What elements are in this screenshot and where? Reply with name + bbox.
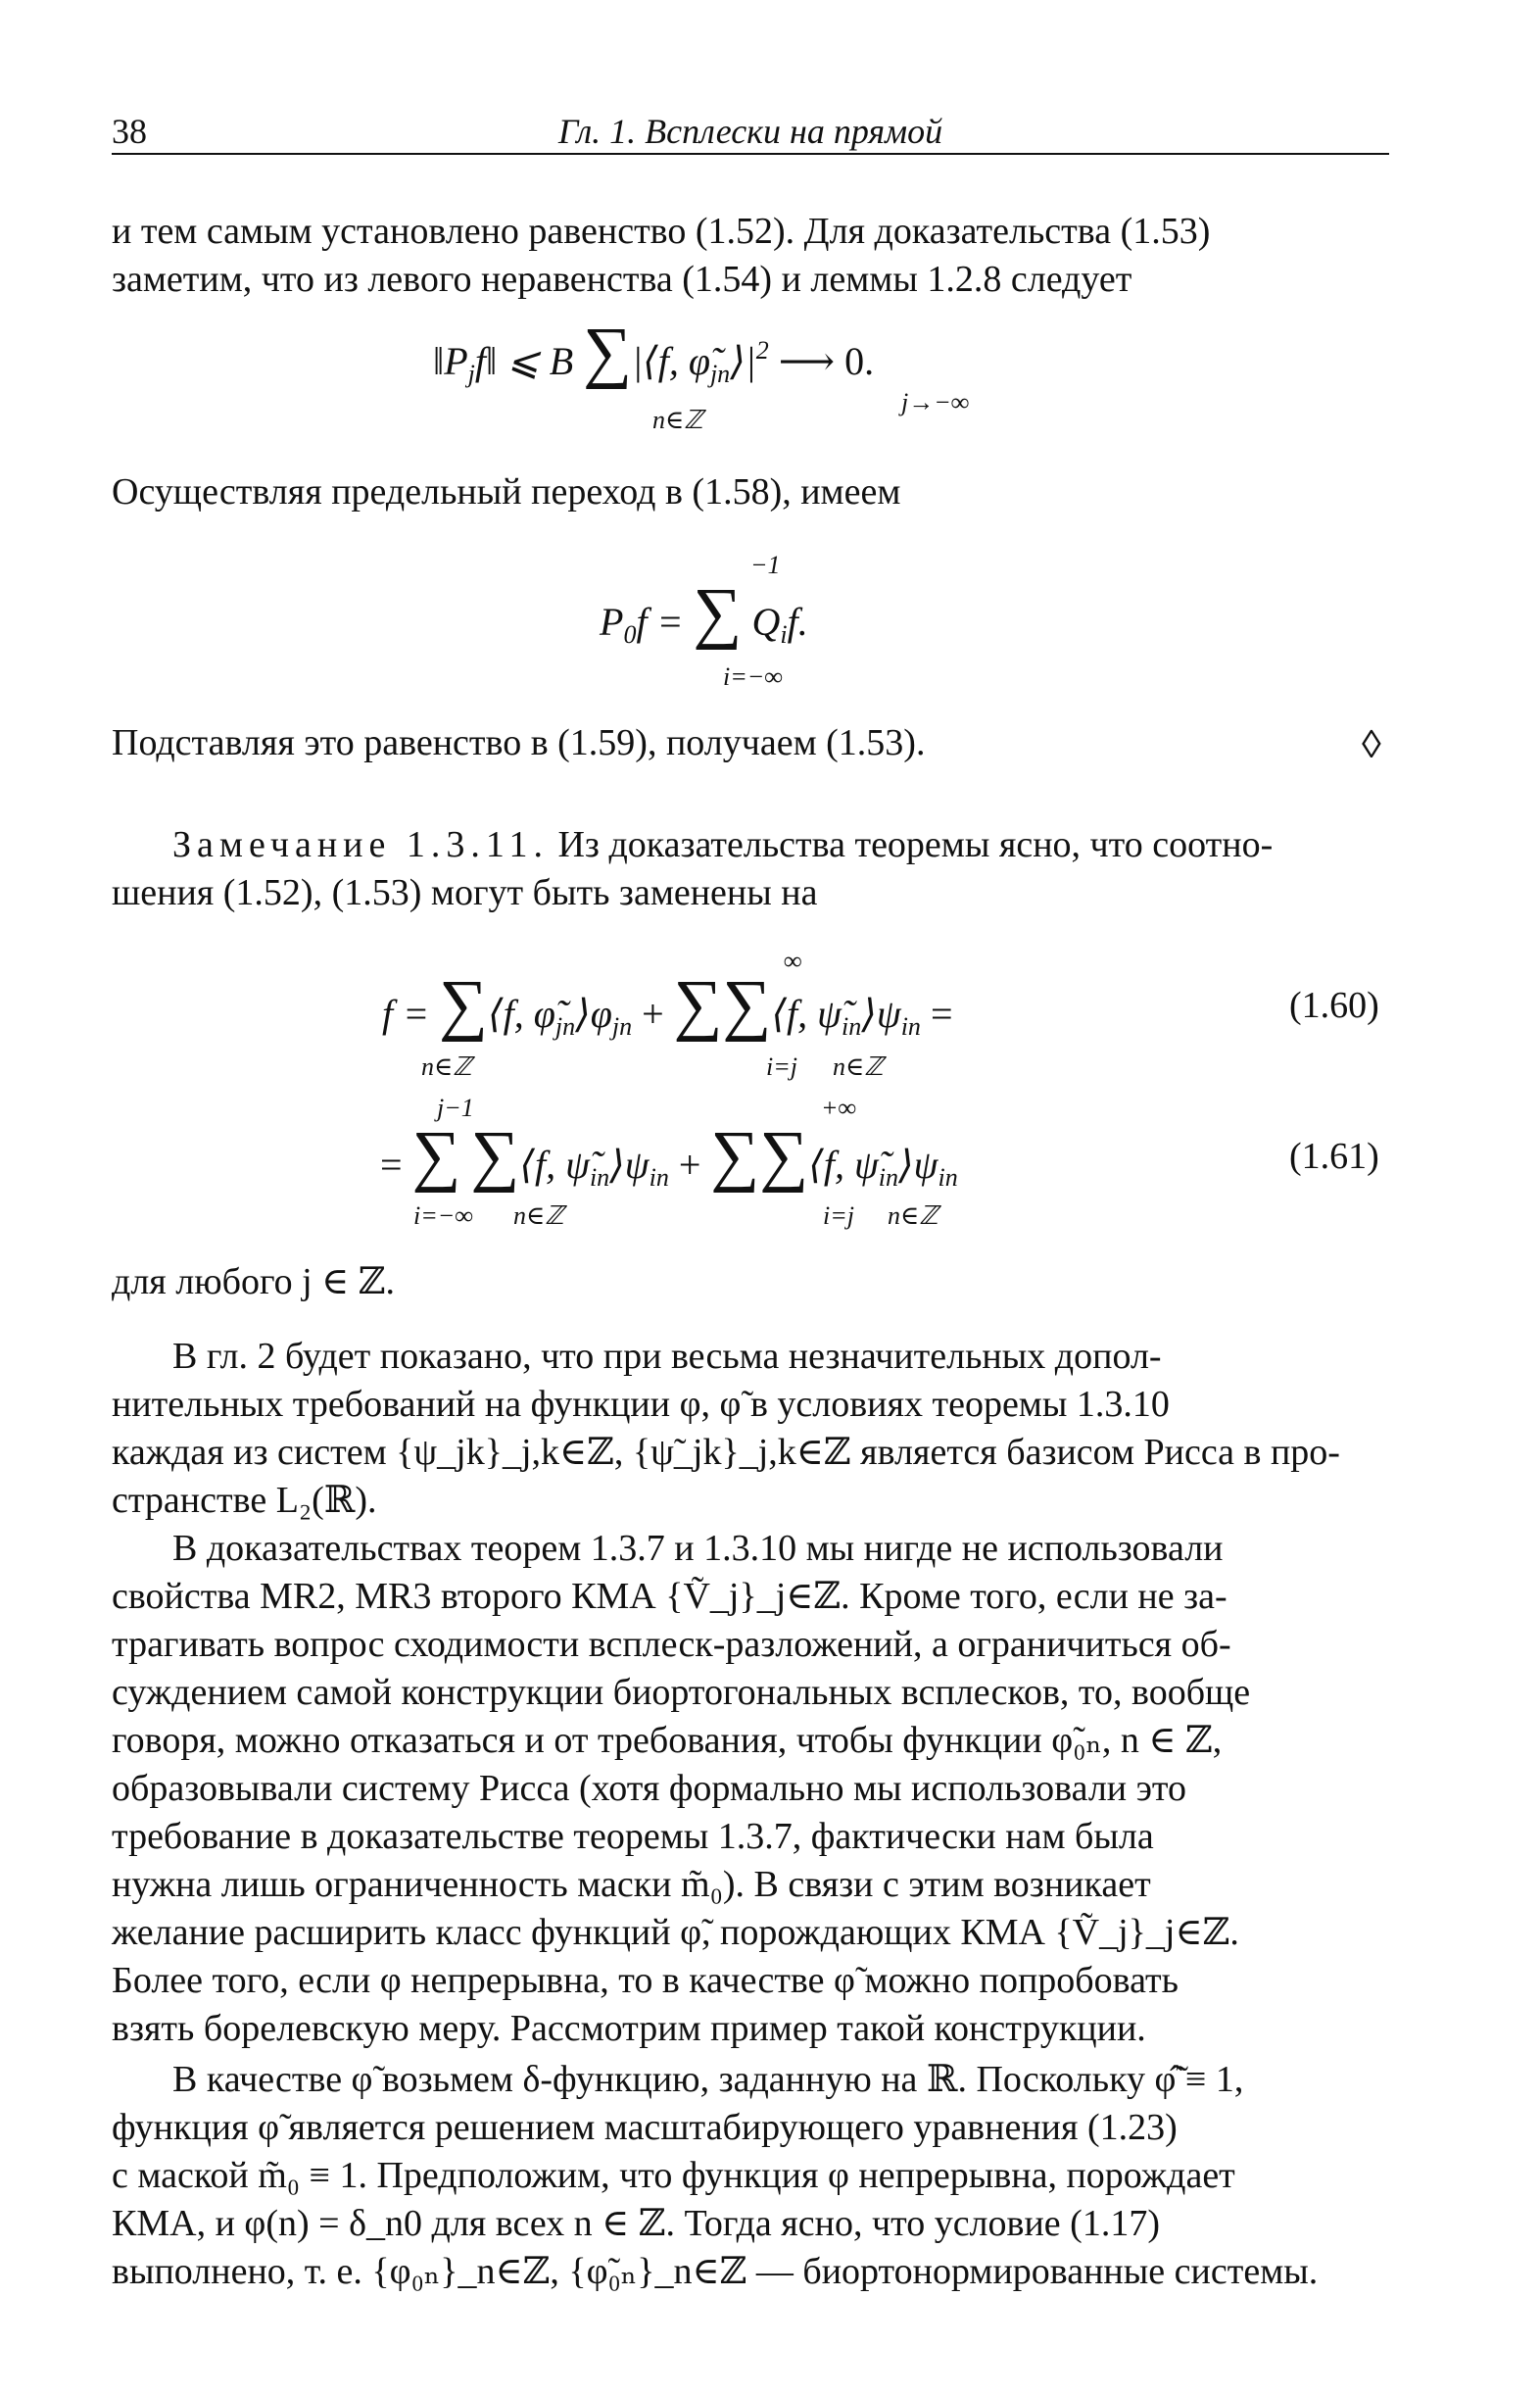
formula-part: |⟨f, φ̃	[632, 339, 710, 383]
subscript: in	[589, 1163, 610, 1192]
subscript: in	[938, 1163, 958, 1192]
subscript: in	[649, 1163, 669, 1192]
paragraph-3: Подставляя это равенство в (1.59), получаем (1.53).	[112, 722, 926, 763]
paragraph-1	[112, 208, 1389, 304]
equation-1-61	[380, 1118, 958, 1194]
sum-lower: i=j	[823, 1201, 854, 1230]
formula-part: f =	[636, 600, 684, 644]
text-line: заметим, что из левого неравенства (1.54) и леммы 1.2.8 следует	[112, 259, 1132, 300]
plus-sign: +	[678, 1143, 701, 1187]
formula-part: ⟩ψ	[861, 992, 901, 1036]
equation-number: (1.60)	[1289, 985, 1379, 1026]
text-line: говоря, можно отказаться и от требования, чтобы функции φ̃₀ₙ, n ∈ ℤ,	[112, 1720, 1223, 1761]
end-of-proof-icon: ◊	[1362, 722, 1381, 766]
remark	[112, 821, 1389, 917]
paragraph-6	[112, 1525, 1389, 2053]
limit-arrow: ⟶	[778, 339, 836, 383]
text-line: образовывали систему Рисса (хотя формально мы использовали это	[112, 1768, 1187, 1809]
sum-lower: n∈ℤ	[833, 1052, 884, 1081]
text-line: В гл. 2 будет показано, что при весьма незначительных допол-	[172, 1336, 1162, 1377]
subscript: i	[780, 620, 788, 649]
subscript: in	[900, 1012, 921, 1041]
text-line: функция φ̃ является решением масштабирующего уравнения (1.23)	[112, 2107, 1178, 2148]
subscript: jn	[611, 1012, 633, 1041]
text-line: Более того, если φ непрерывна, то в качестве φ̃ можно попробовать	[112, 1960, 1179, 2001]
formula-part: ⟨f, ψ̃	[808, 1143, 879, 1187]
sum-lower: i=j	[766, 1052, 797, 1081]
superscript: 2	[755, 336, 769, 365]
text-line: нительных требований на функции φ, φ̃ в условиях теоремы 1.3.10	[112, 1384, 1170, 1425]
page-header	[112, 114, 1389, 155]
formula-part: ⟩|	[730, 339, 756, 383]
subscript: jn	[709, 360, 731, 388]
subscript: jn	[554, 1012, 576, 1041]
sum-symbol: ∑	[693, 575, 743, 651]
sum-symbol: ∑	[722, 967, 772, 1043]
text-line: свойства MR2, MR3 второго КМА {Ṽ_j}_j∈ℤ. Кроме того, если не за-	[112, 1576, 1227, 1617]
equals-sign: =	[930, 992, 953, 1036]
formula-part: ‖P	[433, 339, 468, 383]
subscript: 0	[623, 620, 637, 649]
text-line: трагивать вопрос сходимости всплеск-разложений, а ограничиться об-	[112, 1624, 1231, 1665]
paragraph-5	[112, 1333, 1389, 1525]
subscript: j	[467, 360, 475, 388]
text-line: В доказательствах теорем 1.3.7 и 1.3.10 мы нигде не использовали	[172, 1528, 1224, 1569]
sum-limit: n∈ℤ	[652, 406, 703, 434]
text-line: желание расширить класс функций φ̃, порождающих КМА {Ṽ_j}_j∈ℤ.	[112, 1912, 1239, 1953]
sum-lower: n∈ℤ	[513, 1201, 564, 1230]
sum-symbol: ∑	[759, 1118, 809, 1194]
sum-symbol: ∑	[439, 967, 489, 1043]
subscript: in	[878, 1163, 899, 1192]
subscript: in	[842, 1012, 862, 1041]
formula-part: ⟨f, φ̃	[488, 992, 555, 1036]
sum-upper: −1	[750, 551, 781, 579]
formula-projection	[600, 575, 808, 651]
formula-part: Q	[751, 600, 781, 644]
sum-upper: ∞	[784, 947, 802, 975]
text-line: выполнено, т. е. {φ₀ₙ}_n∈ℤ, {φ̃₀ₙ}_n∈ℤ — биортонормированные системы.	[112, 2251, 1319, 2292]
remark-label: Замечание 1.3.11.	[172, 824, 549, 865]
equation-1-60	[382, 967, 953, 1043]
text-line: каждая из систем {ψ_jk}_j,k∈ℤ, {ψ̃_jk}_j,k∈ℤ является базисом Рисса в про-	[112, 1432, 1340, 1473]
text-line: нужна лишь ограниченность маски m̃₀). В связи с этим возникает	[112, 1864, 1151, 1905]
paragraph-2: Осуществляя предельный переход в (1.58), имеем	[112, 471, 901, 513]
sum-lower: n∈ℤ	[888, 1201, 938, 1230]
sum-symbol: ∑	[411, 1118, 461, 1194]
sum-upper: j−1	[437, 1094, 474, 1122]
formula-norm-limit	[433, 315, 875, 390]
text-line: суждением самой конструкции биортогональных всплесков, то, вообще	[112, 1672, 1251, 1713]
sum-symbol: ∑	[583, 315, 633, 390]
text-line: требование в доказательстве теоремы 1.3.7, фактически нам была	[112, 1816, 1154, 1857]
formula-part: ⟨f, ψ̃	[771, 992, 842, 1036]
sum-symbol: ∑	[710, 1118, 760, 1194]
formula-part: f‖ ⩽ B	[474, 339, 574, 383]
running-title: Гл. 1. Всплески на прямой	[557, 112, 943, 151]
text-line: с маской m̃₀ ≡ 1. Предположим, что функция φ непрерывна, порождает	[112, 2155, 1235, 2196]
formula-part: f =	[382, 992, 430, 1036]
formula-part: ⟩φ	[575, 992, 612, 1036]
formula-part: 0.	[844, 339, 875, 383]
formula-part: P	[600, 600, 624, 644]
paragraph-4: для любого j ∈ ℤ.	[112, 1261, 396, 1302]
remark-line: шения (1.52), (1.53) могут быть заменены на	[112, 872, 818, 913]
text-line: В качестве φ̃ возьмем δ-функцию, заданную на ℝ. Поскольку φ̃̂ ≡ 1,	[172, 2059, 1244, 2100]
equals-sign: =	[380, 1143, 403, 1187]
equation-number: (1.61)	[1289, 1136, 1379, 1177]
formula-part: ⟩ψ	[898, 1143, 938, 1187]
remark-text: Из доказательства теоремы ясно, что соотно-	[548, 824, 1274, 865]
text-line: и тем самым установлено равенство (1.52). Для доказательства (1.53)	[112, 211, 1211, 252]
sum-symbol: ∑	[470, 1118, 520, 1194]
formula-part: f.	[787, 600, 808, 644]
formula-part: ⟩ψ	[609, 1143, 650, 1187]
plus-sign: +	[642, 992, 664, 1036]
paragraph-7	[112, 2056, 1389, 2296]
sum-upper: +∞	[821, 1094, 857, 1122]
formula-part: ⟨f, ψ̃	[519, 1143, 590, 1187]
remark-line	[112, 821, 1389, 869]
text-line: странстве L₂(ℝ).	[112, 1480, 377, 1521]
page-number: 38	[112, 112, 147, 151]
sum-lower: i=−∞	[413, 1201, 473, 1230]
sum-symbol: ∑	[673, 967, 723, 1043]
text-line: КМА, и φ(n) = δ_n0 для всех n ∈ ℤ. Тогда ясно, что условие (1.17)	[112, 2203, 1160, 2244]
sum-lower: i=−∞	[723, 662, 783, 691]
arrow-limit: j→−∞	[901, 388, 970, 416]
text-line: взять борелевскую меру. Рассмотрим пример такой конструкции.	[112, 2008, 1146, 2049]
sum-lower: n∈ℤ	[421, 1052, 472, 1081]
